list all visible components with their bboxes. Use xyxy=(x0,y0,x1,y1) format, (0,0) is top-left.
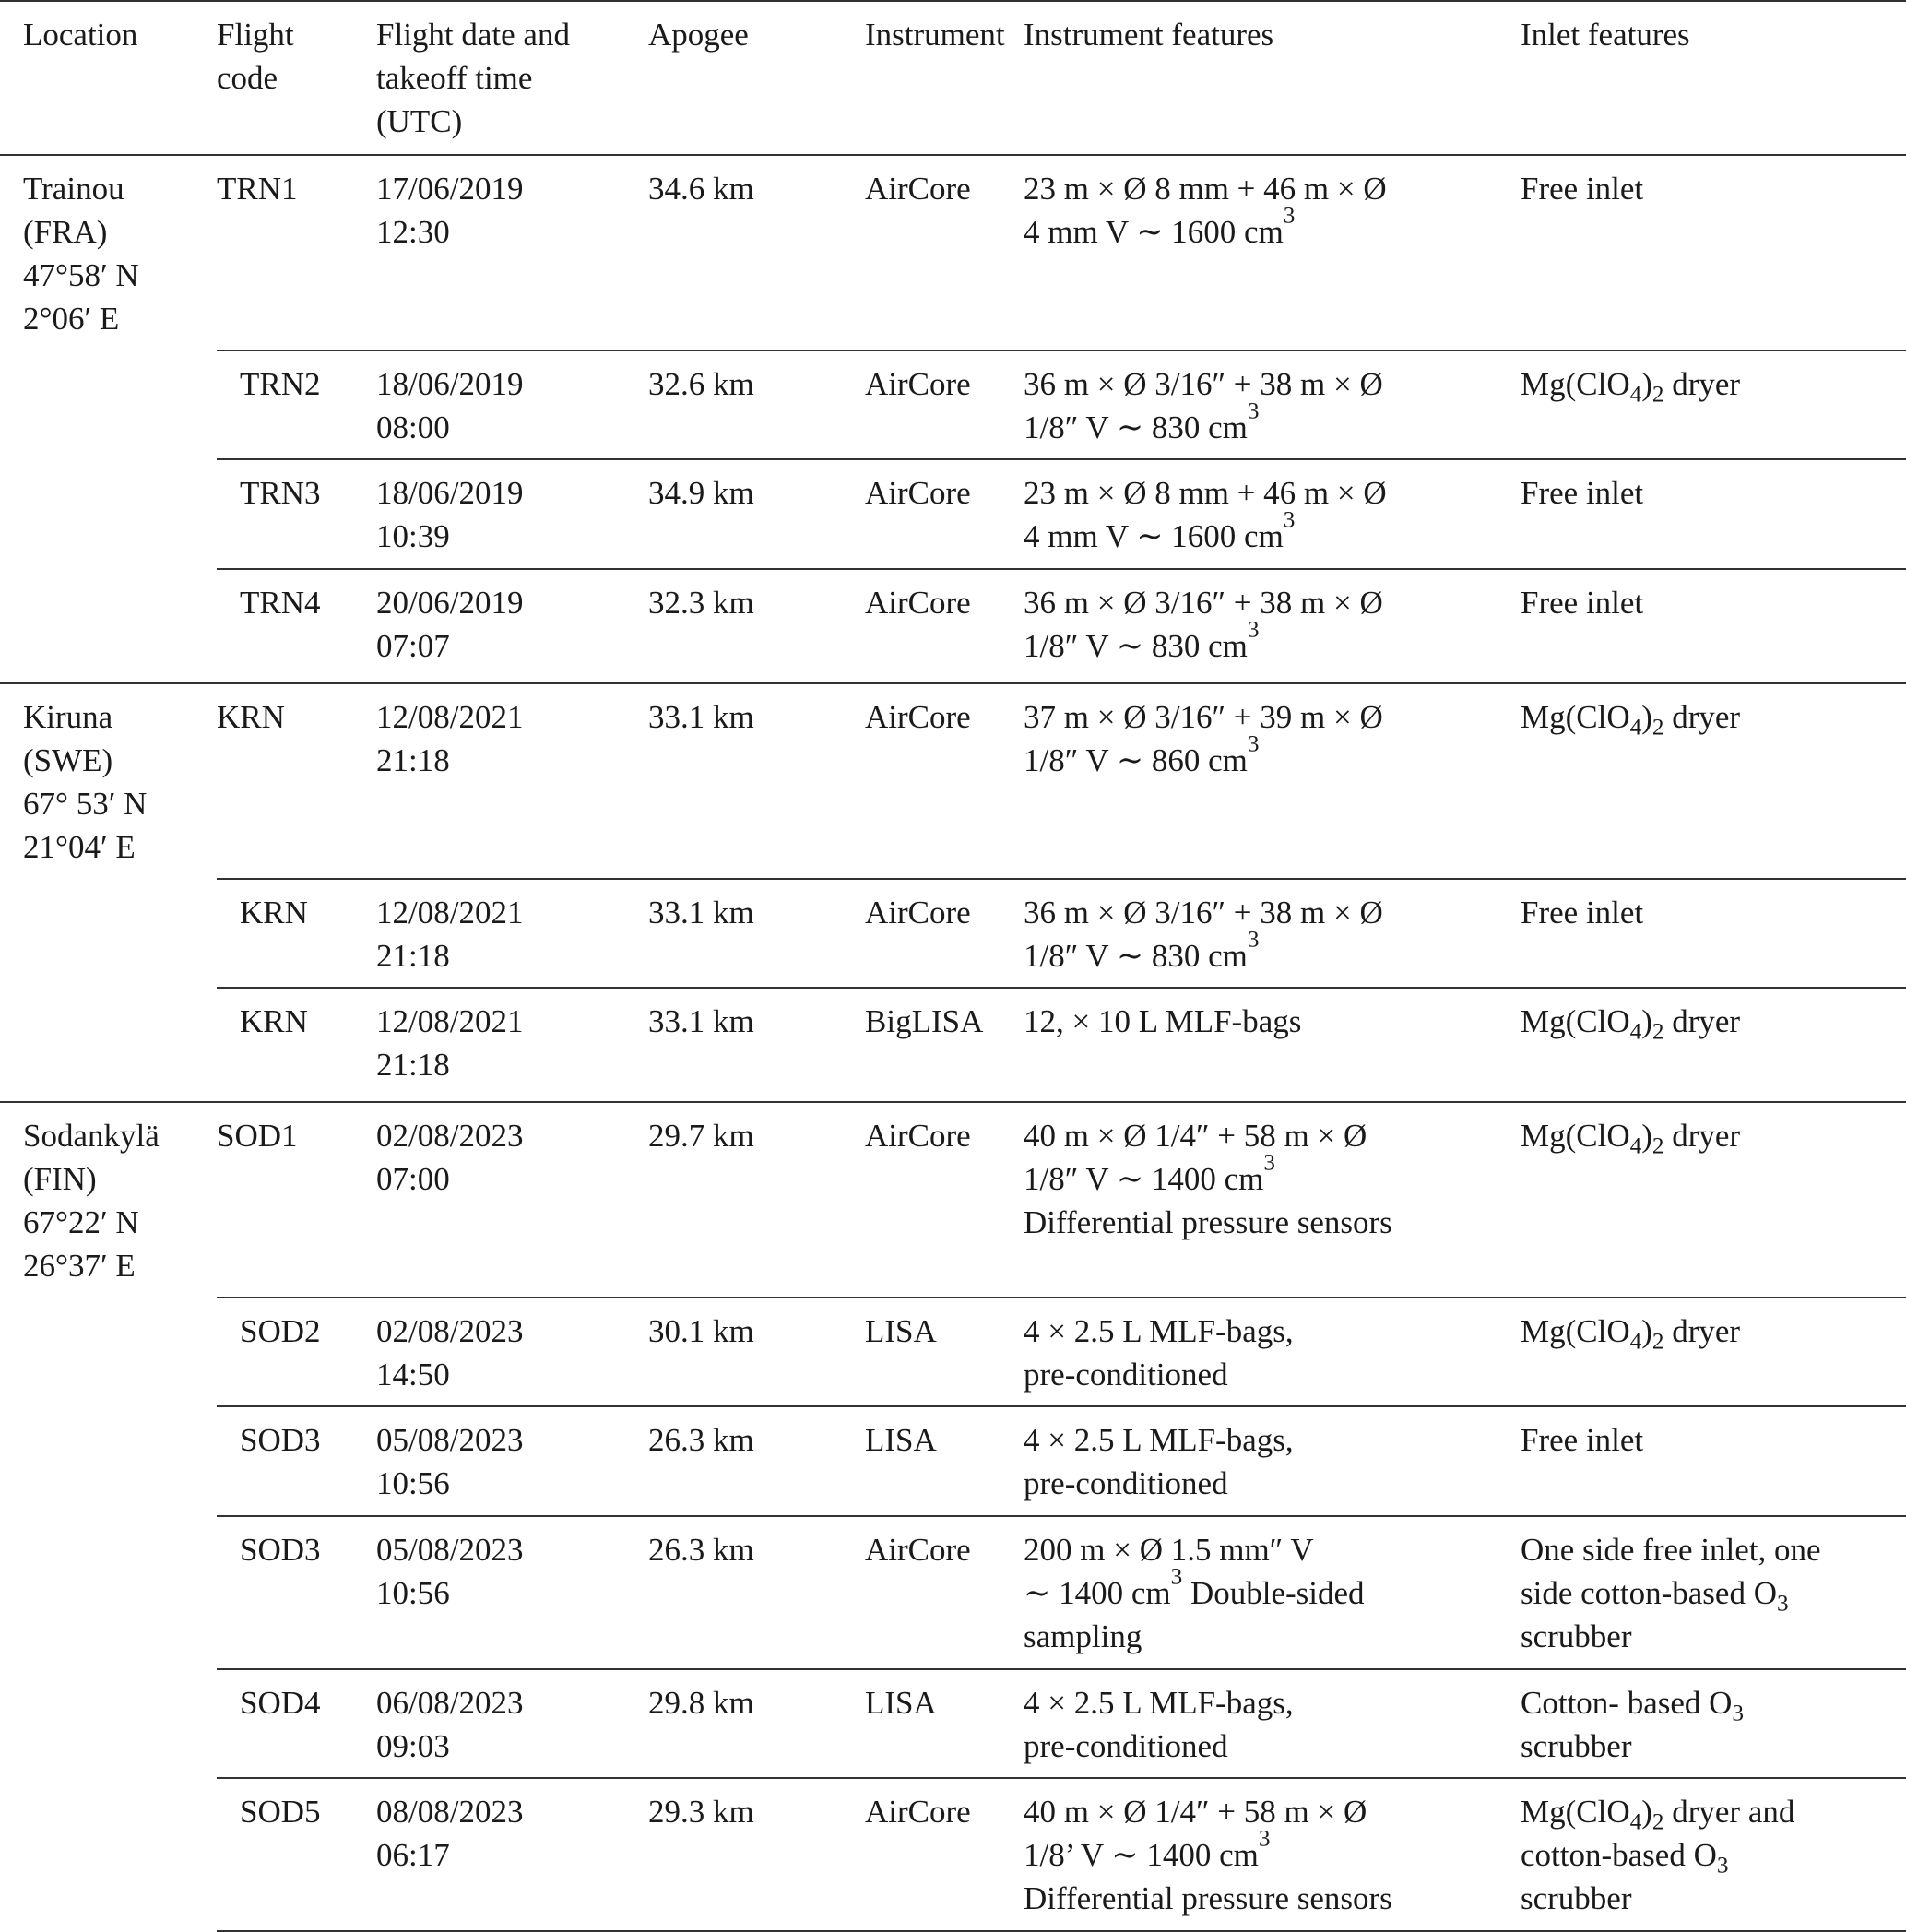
flight-date-cell-line: 10:56 xyxy=(376,1575,450,1611)
instrument-cell: AirCore xyxy=(865,1102,1024,1298)
header-line: Instrument features xyxy=(1024,17,1274,53)
instrument-cell: LISA xyxy=(865,1406,1024,1516)
table-row xyxy=(0,1298,1906,1406)
table-row xyxy=(0,155,1906,350)
instrument-features-cell-line: 1/8″ V ∼ 830 $cm^3$ xyxy=(1024,927,1260,974)
instrument-cell: AirCore xyxy=(865,459,1024,569)
flight-date-cell xyxy=(376,879,648,988)
flight-code-cell: SOD3 xyxy=(217,1406,376,1516)
instrument-features-cell xyxy=(1024,1406,1521,1516)
flight-date-cell xyxy=(376,350,648,459)
instrument-features-cell xyxy=(1024,1778,1521,1931)
location-cell-line: (FIN) xyxy=(23,1161,97,1197)
instrument-features-cell-line: 1/8″ V ∼ 1400 $cm^3$ xyxy=(1024,1150,1275,1197)
flight-date-cell xyxy=(376,1516,648,1669)
apogee-cell: 33.1 km xyxy=(648,683,865,879)
inlet-features-cell-line: Free inlet xyxy=(1521,895,1644,930)
inlet-features-cell-line: scrubber xyxy=(1521,1880,1632,1916)
instrument-features-cell-line: 4 mm V ∼ 1600 $cm^3$ xyxy=(1024,203,1296,250)
instrument-features-cell-line: 1/8’ V ∼ 1400 $cm^3$ xyxy=(1024,1826,1271,1873)
flight-date-cell xyxy=(376,1406,648,1516)
inlet-features-cell-line: Free inlet xyxy=(1521,585,1644,621)
instrument-features-cell-line: 36 m × Ø 3/16″ + 38 m × Ø xyxy=(1024,585,1383,621)
instrument-cell: AirCore xyxy=(865,879,1024,988)
apogee-cell: 34.6 km xyxy=(648,155,865,350)
flight-date-cell xyxy=(376,1102,648,1298)
flight-code-cell: KRN xyxy=(217,988,376,1102)
flight-code-cell: KRN xyxy=(217,683,376,879)
location-cell-line: 26°37′ E xyxy=(23,1248,136,1284)
flight-date-cell-line: 05/08/2023 xyxy=(376,1532,524,1568)
flight-date-cell-line: 14:50 xyxy=(376,1357,450,1393)
inlet-features-cell-line: $Mg(ClO_4)_2$ dryer xyxy=(1521,366,1741,408)
instrument-features-cell-line: Differential pressure sensors xyxy=(1024,1204,1392,1240)
location-cell-line: Kiruna xyxy=(23,699,113,735)
header-line: Instrument xyxy=(865,17,1005,53)
flight-date-cell-line: 09:03 xyxy=(376,1728,450,1764)
instrument-features-cell-line: 23 m × Ø 8 mm + 46 m × Ø xyxy=(1024,171,1387,207)
instrument-cell: LISA xyxy=(865,1298,1024,1406)
instrument-features-cell-line: 37 m × Ø 3/16″ + 39 m × Ø xyxy=(1024,699,1383,735)
location-cell-line: (SWE) xyxy=(23,742,113,778)
instrument-features-cell-line: 200 m × Ø 1.5 mm″ V xyxy=(1024,1532,1314,1568)
inlet-features-cell-line: $Mg(ClO_4)_2$ dryer xyxy=(1521,1003,1741,1045)
inlet-features-cell-line: Free inlet xyxy=(1521,171,1644,207)
flight-date-cell-line: 18/06/2019 xyxy=(376,366,524,402)
flight-date-cell-line: 05/08/2023 xyxy=(376,1422,524,1458)
inlet-features-cell-line: Cotton- based $O_3$ xyxy=(1521,1685,1745,1726)
instrument-features-cell-line: 40 m × Ø 1/4″ + 58 m × Ø xyxy=(1024,1794,1367,1830)
flight-date-cell-line: 21:18 xyxy=(376,1047,450,1083)
inlet-features-cell xyxy=(1521,459,1906,569)
instrument-features-cell xyxy=(1024,459,1521,569)
table-row xyxy=(0,879,1906,988)
flight-code-cell: SOD1 xyxy=(217,1102,376,1298)
flight-code-cell: SOD3 xyxy=(217,1516,376,1669)
flight-date-cell xyxy=(376,1669,648,1778)
header-line: Flight xyxy=(217,17,294,53)
flight-code-cell: SOD4 xyxy=(217,1669,376,1778)
table-row xyxy=(0,1778,1906,1931)
instrument-features-cell-line: 36 m × Ø 3/16″ + 38 m × Ø xyxy=(1024,366,1383,402)
header-inlet-features xyxy=(1521,1,1906,155)
location-cell-line: 67° 53′ N xyxy=(23,786,148,822)
flight-date-cell-line: 12:30 xyxy=(376,214,450,250)
apogee-cell: 29.8 km xyxy=(648,1669,865,1778)
instrument-features-cell-line: 40 m × Ø 1/4″ + 58 m × Ø xyxy=(1024,1118,1367,1154)
inlet-features-cell-line: cotton-based $O_3$ xyxy=(1521,1837,1729,1879)
instrument-features-cell-line: 4 × 2.5 L MLF-bags, xyxy=(1024,1313,1294,1349)
inlet-features-cell-line: scrubber xyxy=(1521,1618,1632,1654)
apogee-cell: 26.3 km xyxy=(648,1516,865,1669)
inlet-features-cell xyxy=(1521,1102,1906,1298)
header-instrument xyxy=(865,1,1024,155)
inlet-features-cell xyxy=(1521,988,1906,1102)
instrument-features-cell-line: 4 × 2.5 L MLF-bags, xyxy=(1024,1422,1294,1458)
instrument-features-cell xyxy=(1024,1516,1521,1669)
instrument-features-cell-line: 4 × 2.5 L MLF-bags, xyxy=(1024,1685,1294,1721)
inlet-features-cell-line: $Mg(ClO_4)_2$ dryer xyxy=(1521,1118,1741,1159)
instrument-cell: AirCore xyxy=(865,569,1024,683)
flight-date-cell-line: 08/08/2023 xyxy=(376,1794,524,1830)
table-body xyxy=(0,155,1906,1931)
instrument-features-cell xyxy=(1024,350,1521,459)
inlet-features-cell-line: $Mg(ClO_4)_2$ dryer and xyxy=(1521,1794,1795,1835)
flight-code-cell: TRN2 xyxy=(217,350,376,459)
flight-date-cell-line: 21:18 xyxy=(376,938,450,974)
header-line: code xyxy=(217,60,278,96)
header-row xyxy=(0,1,1906,155)
flight-code-cell: SOD5 xyxy=(217,1778,376,1931)
header-line: Location xyxy=(23,17,138,53)
instrument-cell: AirCore xyxy=(865,1516,1024,1669)
flight-date-cell xyxy=(376,683,648,879)
inlet-features-cell-line: $Mg(ClO_4)_2$ dryer xyxy=(1521,699,1741,741)
instrument-cell: AirCore xyxy=(865,683,1024,879)
inlet-features-cell xyxy=(1521,569,1906,683)
instrument-features-cell-line: pre-conditioned xyxy=(1024,1728,1228,1764)
flight-date-cell-line: 07:00 xyxy=(376,1161,450,1197)
location-cell-line: 47°58′ N xyxy=(23,257,139,293)
inlet-features-cell xyxy=(1521,155,1906,350)
table-row xyxy=(0,1669,1906,1778)
location-cell-line: 2°06′ E xyxy=(23,301,120,337)
inlet-features-cell xyxy=(1521,1516,1906,1669)
instrument-cell: BigLISA xyxy=(865,988,1024,1102)
flight-date-cell-line: 20/06/2019 xyxy=(376,585,524,621)
instrument-features-cell xyxy=(1024,569,1521,683)
header-line: Apogee xyxy=(648,17,749,53)
location-cell-line: 67°22′ N xyxy=(23,1204,139,1240)
instrument-features-cell xyxy=(1024,155,1521,350)
header-location xyxy=(0,1,217,155)
table-row xyxy=(0,1516,1906,1669)
flight-date-cell-line: 08:00 xyxy=(376,409,450,445)
location-cell-line: (FRA) xyxy=(23,214,108,250)
inlet-features-cell xyxy=(1521,350,1906,459)
inlet-features-cell-line: scrubber xyxy=(1521,1728,1632,1764)
flight-code-cell: SOD2 xyxy=(217,1298,376,1406)
inlet-features-cell-line: One side free inlet, one xyxy=(1521,1532,1821,1568)
inlet-features-cell xyxy=(1521,1406,1906,1516)
header-line: (UTC) xyxy=(376,103,463,139)
flight-date-cell xyxy=(376,155,648,350)
flight-date-cell-line: 10:56 xyxy=(376,1465,450,1501)
inlet-features-cell-line: Free inlet xyxy=(1521,475,1644,511)
table-row xyxy=(0,988,1906,1102)
apogee-cell: 33.1 km xyxy=(648,988,865,1102)
header-line: Inlet features xyxy=(1521,17,1690,53)
apogee-cell: 32.3 km xyxy=(648,569,865,683)
apogee-cell: 29.7 km xyxy=(648,1102,865,1298)
inlet-features-cell xyxy=(1521,683,1906,879)
header-flight-code xyxy=(217,1,376,155)
flight-date-cell-line: 12/08/2021 xyxy=(376,895,524,930)
instrument-features-cell-line: pre-conditioned xyxy=(1024,1357,1228,1393)
flight-date-cell xyxy=(376,1778,648,1931)
instrument-features-cell-line: 1/8″ V ∼ 830 $cm^3$ xyxy=(1024,617,1260,664)
flight-code-cell: TRN3 xyxy=(217,459,376,569)
inlet-features-cell xyxy=(1521,1778,1906,1931)
location-cell xyxy=(0,683,217,1102)
table-row xyxy=(0,569,1906,683)
flight-date-cell-line: 17/06/2019 xyxy=(376,171,524,207)
flight-date-cell-line: 02/08/2023 xyxy=(376,1313,524,1349)
instrument-features-cell-line: Differential pressure sensors xyxy=(1024,1880,1392,1916)
table-row xyxy=(0,1406,1906,1516)
instrument-features-cell-line: 12, × 10 L MLF-bags xyxy=(1024,1003,1302,1039)
flight-date-cell xyxy=(376,1298,648,1406)
instrument-cell: LISA xyxy=(865,1669,1024,1778)
table-row xyxy=(0,350,1906,459)
instrument-features-cell-line: 1/8″ V ∼ 830 $cm^3$ xyxy=(1024,398,1260,445)
location-cell-line: Sodankylä xyxy=(23,1118,160,1154)
apogee-cell: 33.1 km xyxy=(648,879,865,988)
instrument-features-cell-line: 36 m × Ø 3/16″ + 38 m × Ø xyxy=(1024,895,1383,930)
header-apogee xyxy=(648,1,865,155)
flight-date-cell-line: 07:07 xyxy=(376,628,450,664)
inlet-features-cell-line: Free inlet xyxy=(1521,1422,1644,1458)
apogee-cell: 34.9 km xyxy=(648,459,865,569)
flight-date-cell xyxy=(376,988,648,1102)
flight-date-cell-line: 10:39 xyxy=(376,518,450,554)
inlet-features-cell-line: side cotton-based $O_3$ xyxy=(1521,1575,1789,1617)
inlet-features-cell xyxy=(1521,1298,1906,1406)
flight-code-cell: KRN xyxy=(217,879,376,988)
apogee-cell: 26.3 km xyxy=(648,1406,865,1516)
flight-date-cell xyxy=(376,459,648,569)
instrument-features-cell xyxy=(1024,988,1521,1102)
inlet-features-cell-line: $Mg(ClO_4)_2$ dryer xyxy=(1521,1313,1741,1355)
inlet-features-cell xyxy=(1521,879,1906,988)
instrument-features-cell-line: sampling xyxy=(1024,1618,1142,1654)
flight-date-cell-line: 12/08/2021 xyxy=(376,699,524,735)
instrument-features-cell-line: ∼ 1400 $cm^3$ Double-sided xyxy=(1024,1564,1365,1611)
instrument-features-cell-line: 1/8″ V ∼ 860 $cm^3$ xyxy=(1024,731,1260,778)
location-cell xyxy=(0,1102,217,1931)
flight-date-cell-line: 02/08/2023 xyxy=(376,1118,524,1154)
flight-date-cell-line: 12/08/2021 xyxy=(376,1003,524,1039)
instrument-features-cell xyxy=(1024,1298,1521,1406)
flight-date-cell xyxy=(376,569,648,683)
instrument-features-cell-line: 4 mm V ∼ 1600 $cm^3$ xyxy=(1024,507,1296,554)
location-cell-line: 21°04′ E xyxy=(23,829,136,865)
location-cell xyxy=(0,155,217,683)
instrument-features-cell-line: 23 m × Ø 8 mm + 46 m × Ø xyxy=(1024,475,1387,511)
instrument-features-cell xyxy=(1024,1102,1521,1298)
apogee-cell: 32.6 km xyxy=(648,350,865,459)
location-cell-line: Trainou xyxy=(23,171,124,207)
instrument-features-cell xyxy=(1024,683,1521,879)
header-flight-date xyxy=(376,1,648,155)
instrument-features-cell-line: pre-conditioned xyxy=(1024,1465,1228,1501)
flight-date-cell-line: 21:18 xyxy=(376,742,450,778)
inlet-features-cell xyxy=(1521,1669,1906,1778)
table-row xyxy=(0,683,1906,879)
instrument-cell: AirCore xyxy=(865,155,1024,350)
instrument-features-cell xyxy=(1024,879,1521,988)
apogee-cell: 30.1 km xyxy=(648,1298,865,1406)
header-instrument-features xyxy=(1024,1,1521,155)
flight-date-cell-line: 06:17 xyxy=(376,1837,450,1873)
instrument-features-cell xyxy=(1024,1669,1521,1778)
flight-date-cell-line: 18/06/2019 xyxy=(376,475,524,511)
table-row xyxy=(0,459,1906,569)
instrument-cell: AirCore xyxy=(865,350,1024,459)
flight-code-cell: TRN1 xyxy=(217,155,376,350)
apogee-cell: 29.3 km xyxy=(648,1778,865,1931)
table-row xyxy=(0,1102,1906,1298)
header-line: Flight date and xyxy=(376,17,570,53)
flight-date-cell-line: 06/08/2023 xyxy=(376,1685,524,1721)
flight-code-cell: TRN4 xyxy=(217,569,376,683)
header-line: takeoff time xyxy=(376,60,533,96)
instrument-cell: AirCore xyxy=(865,1778,1024,1931)
